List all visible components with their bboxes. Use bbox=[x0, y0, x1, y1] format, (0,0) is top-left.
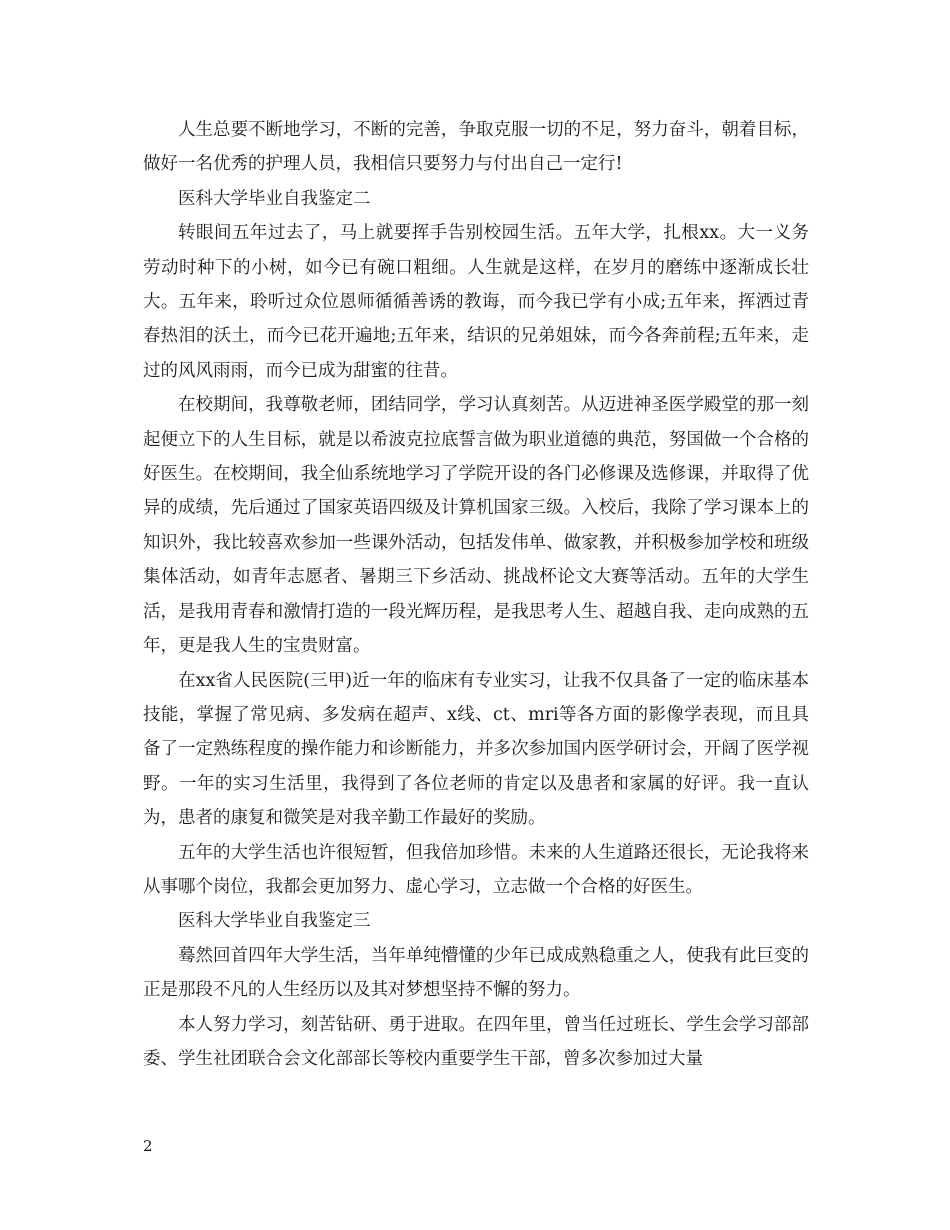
paragraph-campus-study: 在校期间，我尊敬老师，团结同学，学习认真刻苦。从迈进神圣医学殿堂的那一刻起便立下的人生目标，就是以希波克拉底誓言做为职业道德的典范，努国做一个合格的好医生。在校期间，我全仙系统地学习了学院开设的各门必修课及选修课，并取得了优异的成绩，先后通过了国家英语四级及计算机国家三级。入校后，我除了学习课本上的知识外，我比较喜欢参加一些课外活动，包括发伟单、做家教，并积极参加学校和班级集体活动，如青年志愿者、暑期三下乡活动、挑战杯论文大赛等活动。五年的大学生活，是我用青春和激情打造的一段光辉历程，是我思考人生、超越自我、走向成熟的五年，更是我人生的宝贵财富。 bbox=[143, 395, 809, 657]
paragraph-five-years: 转眼间五年过去了，马上就要挥手告别校园生活。五年大学，扎根xx。大一义务劳动时种下的小树，如今已有碗口粗细。人生就是这样，在岁月的磨练中逐渐成长壮大。五年来，聆听过众位恩师循循善诱的教诲，而今我已学有小成;五年来，挥洒过青春热泪的沃土，而今已花开遍地;五年来，结识的兄弟姐妹，而今各奔前程;五年来，走过的风风雨雨，而今已成为甜蜜的往昔。 bbox=[143, 223, 809, 381]
paragraph-student-cadre: 本人努力学习，刻苦钻研、勇于进取。在四年里，曾当任过班长、学生会学习部部委、学生社团联合会文化部部长等校内重要学生干部，曾多次参加过大量 bbox=[143, 1014, 809, 1069]
paragraph-internship: 在xx省人民医院(三甲)近一年的临床有专业实习，让我不仅具备了一定的临床基本技能，掌握了常见病、多发病在超声、x线、ct、mri等各方面的影像学表现，而且具备了一定熟练程度的操作能力和诊断能力，并多次参加国内医学研讨会，开阔了医学视野。一年的实习生活里，我得到了各位老师的肯定以及患者和家属的好评。我一直认为，患者的康复和微笑是对我辛勤工作最好的奖励。 bbox=[143, 670, 809, 829]
section-heading-two: 医科大学毕业自我鉴定二 bbox=[178, 188, 371, 209]
section-heading-three: 医科大学毕业自我鉴定三 bbox=[178, 911, 371, 932]
paragraph-future: 五年的大学生活也许很短暂，但我倍加珍惜。未来的人生道路还很长，无论我将来从事哪个岗位，我都会更加努力、虚心学习，立志做一个合格的好医生。 bbox=[143, 842, 809, 897]
page-number: 2 bbox=[143, 1137, 153, 1155]
paragraph-looking-back: 蓦然回首四年大学生活，当年单纯懵懂的少年已成成熟稳重之人，使我有此巨变的正是那段不凡的人生经历以及其对梦想坚持不懈的努力。 bbox=[143, 945, 809, 1001]
document-body bbox=[143, 113, 809, 1076]
paragraph-closing-resolve: 人生总要不断地学习，不断的完善，争取克服一切的不足，努力奋斗，朝着目标，做好一名优秀的护理人员，我相信只要努力与付出自己一定行! bbox=[143, 120, 809, 175]
